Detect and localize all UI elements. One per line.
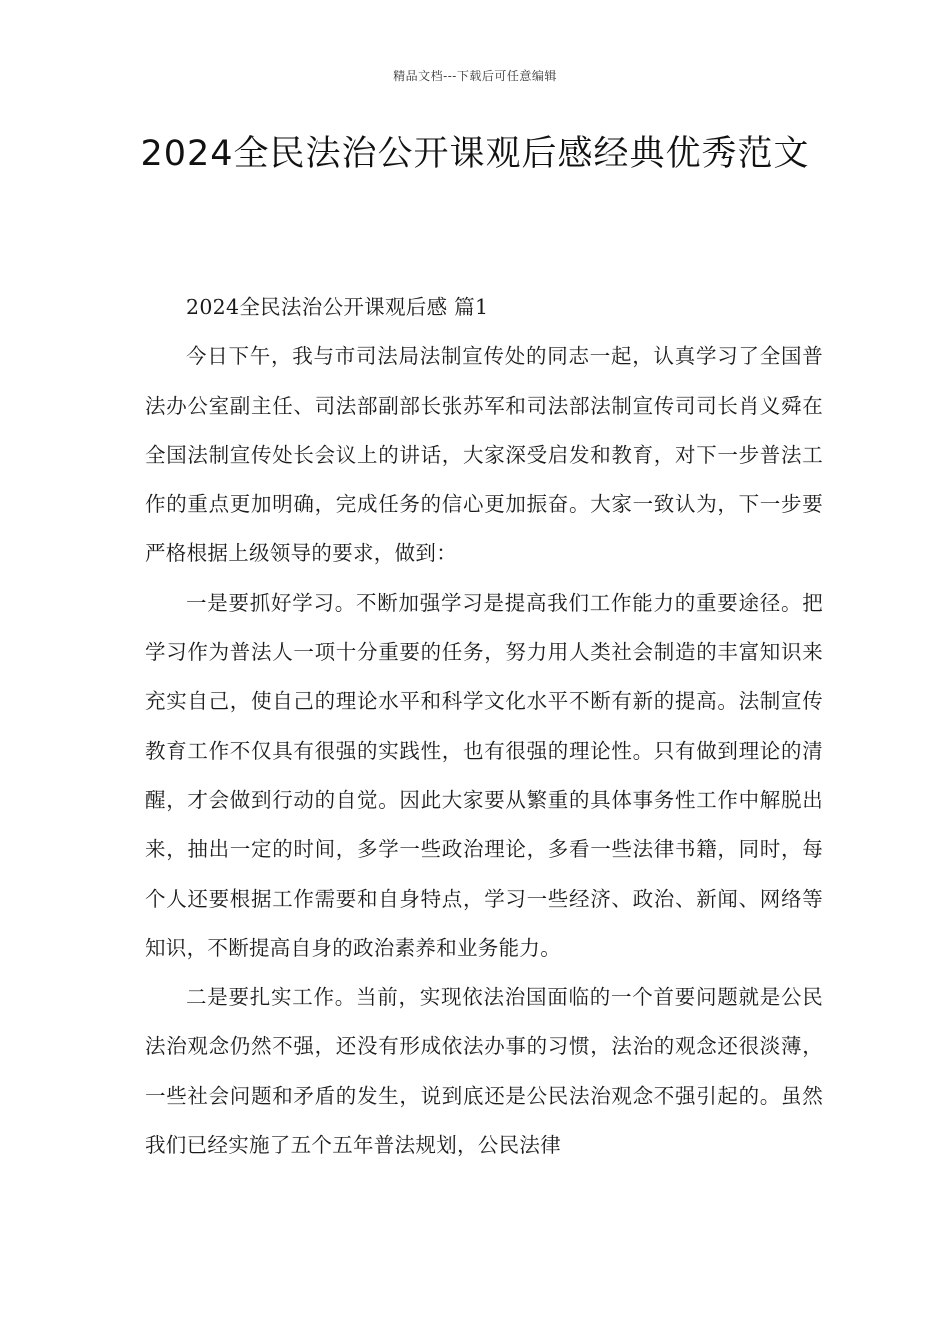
header-note: 精品文档---下载后可任意编辑 [393,69,557,83]
paragraph: 一是要抓好学习。不断加强学习是提高我们工作能力的重要途径。把学习作为普法人一项十分重要的任务，努力用人类社会制造的丰富知识来充实自己，使自己的理论水平和科学文化水平不断有新的提高。法制宣传教育工作不仅具有很强的实践性，也有很强的理论性。只有做到理论的清醒，才会做到行动的自觉。因此大家要从繁重的具体事务性工作中解脱出来，抽出一定的时间，多学一些政治理论，多看一些法律书籍，同时，每个人还要根据工作需要和自身特点，学习一些经济、政治、新闻、网络等知识，不断提高自身的政治素养和业务能力。 [145,590,823,960]
document-body [145,283,823,1170]
paragraph: 今日下午，我与市司法局法制宣传处的同志一起，认真学习了全国普法办公室副主任、司法部副部长张苏军和司法部法制宣传司司长肖义舜在全国法制宣传处长会议上的讲话，大家深受启发和教育，对下一步普法工作的重点更加明确，完成任务的信心更加振奋。大家一致认为，下一步要严格根据上级领导的要求，做到： [145,344,823,566]
section-heading: 2024全民法治公开课观后感 篇1 [186,295,489,319]
document-title: 2024全民法治公开课观后感经典优秀范文 [140,134,810,174]
paragraph: 二是要扎实工作。当前，实现依法治国面临的一个首要问题就是公民法治观念仍然不强，还没有形成依法办事的习惯，法治的观念还很淡薄，一些社会问题和矛盾的发生，说到底还是公民法治观念不强引起的。虽然我们已经实施了五个五年普法规划，公民法律 [145,985,823,1158]
